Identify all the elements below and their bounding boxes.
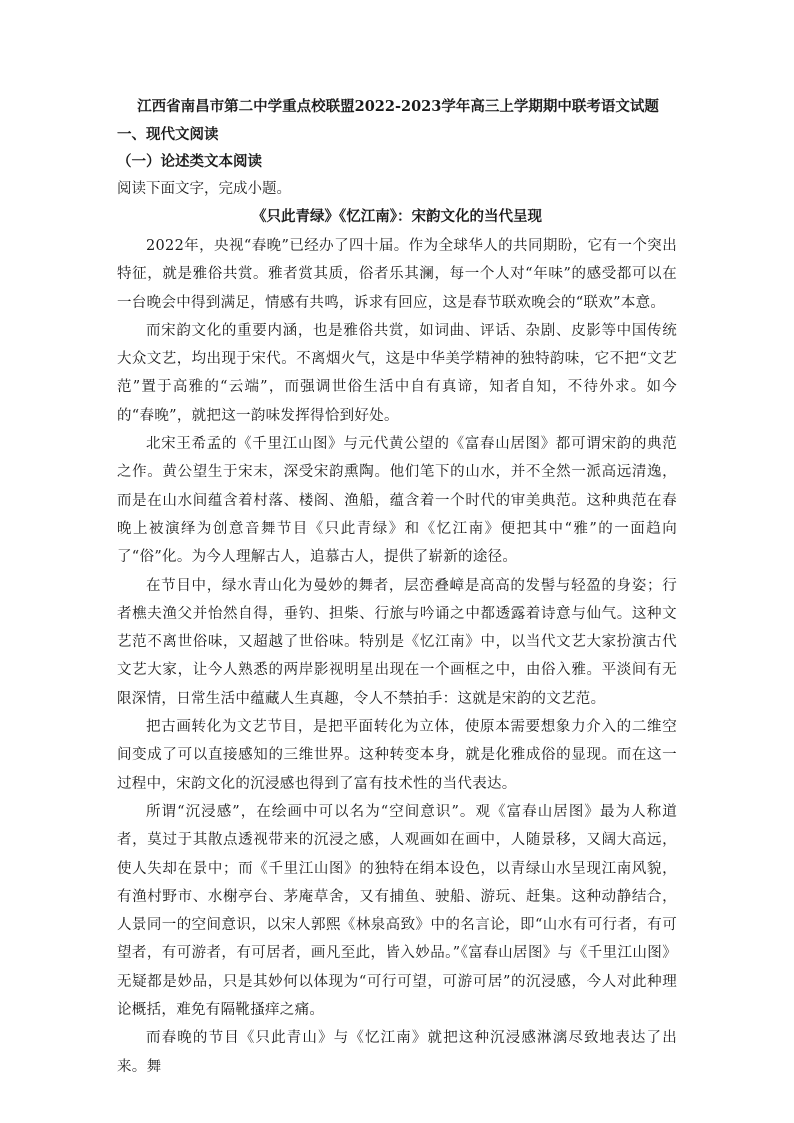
paragraph: 而宋韵文化的重要内涵，也是雅俗共赏，如词曲、评话、杂剧、皮影等中国传统大众文艺，均出现于宋代。不离烟火气，这是中华美学精神的独特韵味，它不把“文艺范”置于高雅的“云端”，而强调世俗生活中自有真谛，知者自知，不待外求。如今的“春晚”，就把这一韵味发挥得恰到好处。 bbox=[117, 322, 677, 424]
paragraph: 2022年，央视“春晚”已经办了四十届。作为全球华人的共同期盼，它有一个突出特征，就是雅俗共赏。雅者赏其质，俗者乐其澜，每一个人对“年味”的感受都可以在一台晚会中得到满足，情感有共鸣，诉求有回应，这是春节联欢晚会的“联欢”本意。 bbox=[117, 238, 677, 311]
document-title: 江西省南昌市第二中学重点校联盟2022-2023学年高三上学期期中联考语文试题 bbox=[137, 98, 659, 115]
paragraph: 北宋王希孟的《千里江山图》与元代黄公望的《富春山居图》都可谓宋韵的典范之作。黄公望生于宋末，深受宋韵熏陶。他们笔下的山水，并不全然一派高远清逸，而是在山水间蕴含着村落、楼阁、渔船，蕴含着一个时代的审美典范。这种典范在春晚上被演绎为创意音舞节目《只此青绿》和《忆江南》便把其中“雅”的一面趋向了“俗”化。为今人理解古人，追慕古人，提供了崭新的途径。 bbox=[117, 436, 677, 566]
section-heading: 一、现代文阅读 bbox=[117, 126, 219, 143]
article-body bbox=[117, 232, 677, 1081]
paragraph: 而春晚的节目《只此青山》与《忆江南》就把这种沉浸感淋漓尽致地表达了出来。舞 bbox=[117, 1030, 677, 1075]
instruction-text: 阅读下面文字，完成小题。 bbox=[117, 181, 291, 197]
paragraph: 在节目中，绿水青山化为曼妙的舞者，层峦叠嶂是高高的发髻与轻盈的身姿；行者樵夫渔父并怡然自得，垂钓、担柴、行旅与吟诵之中都透露着诗意与仙气。这种文艺范不离世俗味，又超越了世俗味。特别是《忆江南》中，以当代文艺大家扮演古代文艺大家，让今人熟悉的两岸影视明星出现在一个画框之中，由俗入雅。平淡间有无限深情，日常生活中蕴藏人生真趣，令人不禁拍手：这就是宋韵的文艺范。 bbox=[117, 577, 677, 707]
article-title: 《只此青绿》《忆江南》：宋韵文化的当代呈现 bbox=[252, 208, 542, 225]
subsection-heading: （一）论述类文本阅读 bbox=[117, 153, 262, 170]
paragraph: 把古画转化为文艺节目，是把平面转化为立体，使原本需要想象力介入的二维空间变成了可以直接感知的三维世界。这种转变本身，就是化雅成俗的显现。而在这一过程中，宋韵文化的沉浸感也得到了富有技术性的当代表达。 bbox=[117, 719, 677, 792]
paragraph: 所谓“沉浸感”，在绘画中可以名为“空间意识”。观《富春山居图》最为人称道者，莫过于其散点透视带来的沉浸之感，人观画如在画中，人随景移，又阔大高远，使人失却在景中；而《千里江山图》的独特在绢本设色，以青绿山水呈现江南风貌，有渔村野市、水榭亭台、茅庵草舍，又有捕鱼、驶船、游玩、赶集。这种动静结合，人景同一的空间意识，以宋人郭熙《林泉高致》中的名言论，即“山水有可行者，有可望者，有可游者，有可居者，画凡至此，皆入妙品。”《富春山居图》与《千里江山图》无疑都是妙品，只是其妙何以体现为“可行可望，可游可居”的沉浸感，今人对此种理论概括，难免有隔靴搔痒之痛。 bbox=[117, 803, 677, 1019]
